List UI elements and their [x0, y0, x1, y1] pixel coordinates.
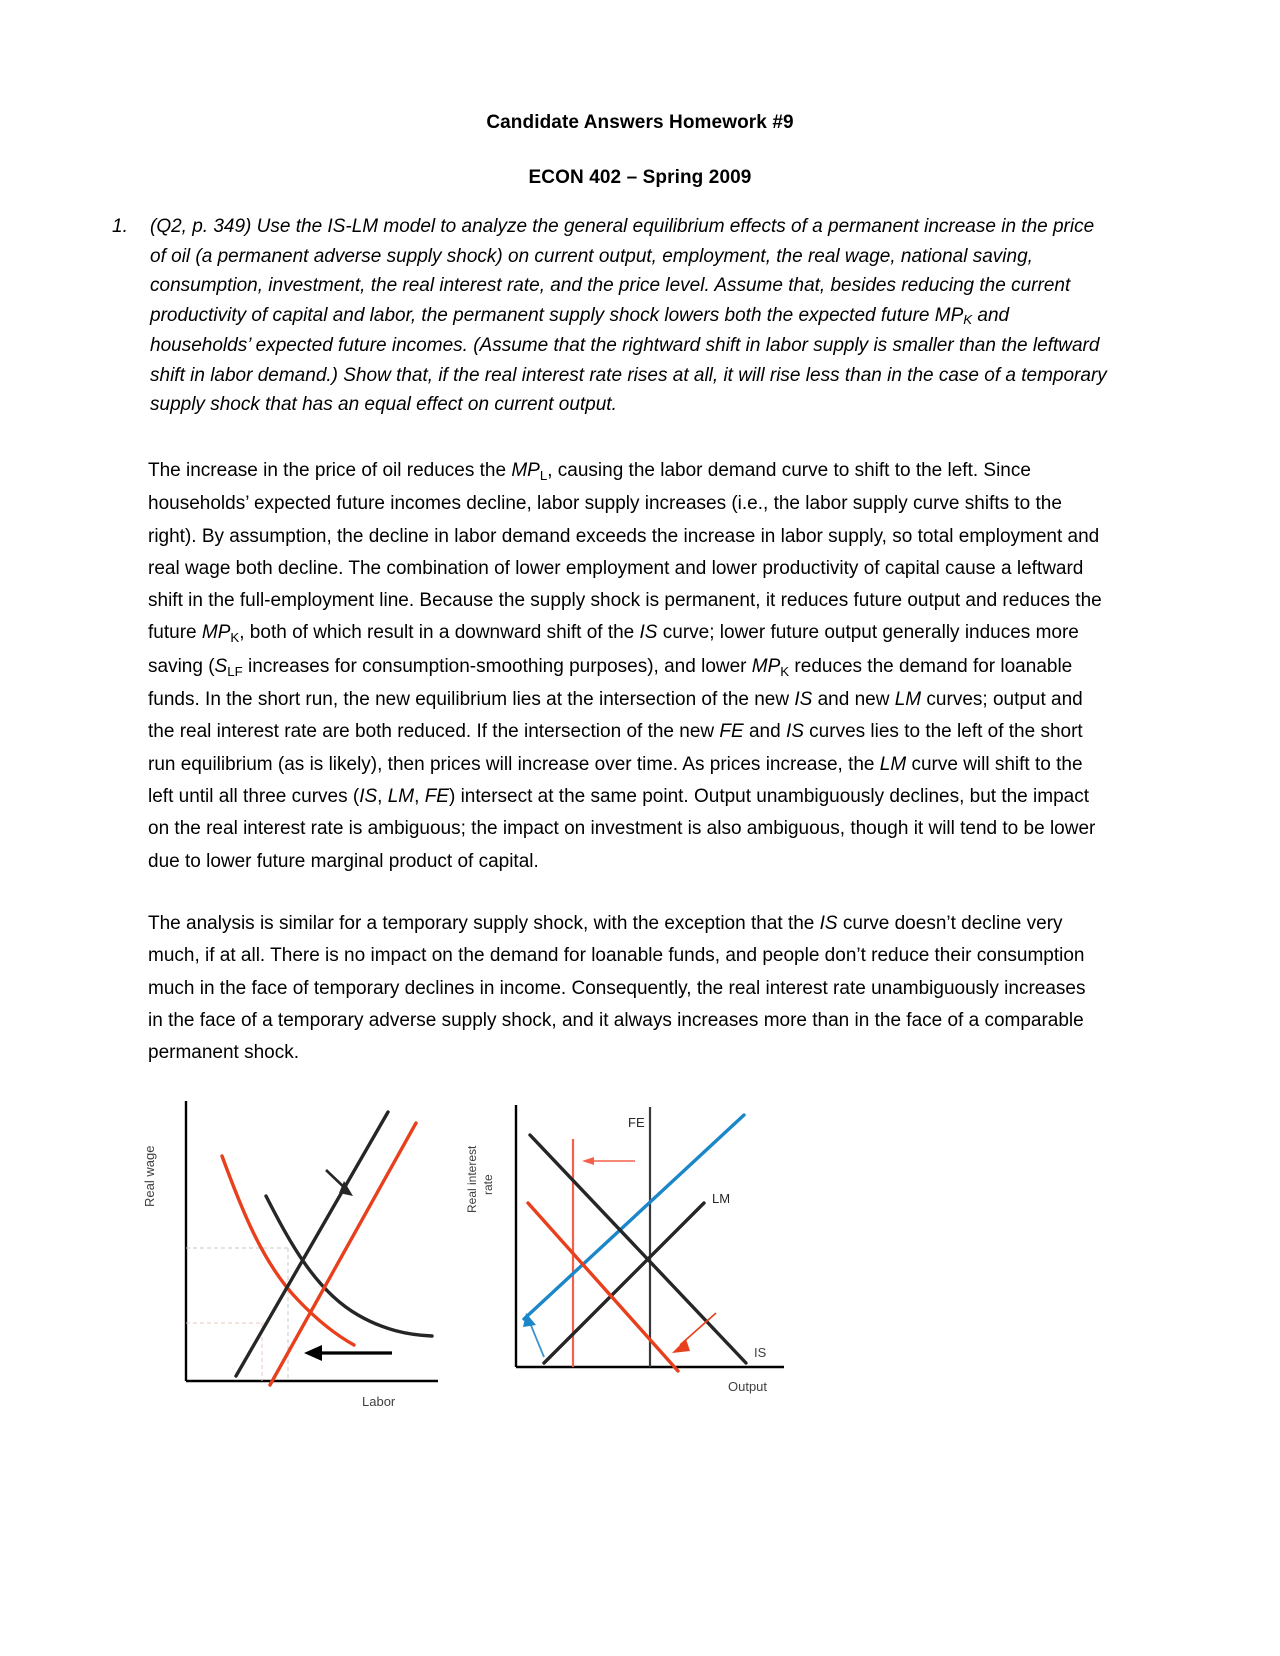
labor-supply-new-curve	[270, 1123, 416, 1385]
p1-seg-7: and new	[812, 689, 895, 711]
p1-seg-6: reduces the demand for loanable funds. In the short run, the new equilibrium lies at the intersection of the new	[148, 655, 1073, 711]
islm-y-axis-label-line1: Real interest	[465, 1145, 479, 1213]
p1-seg-10: curves lies to the left of the short run equilibrium (as is likely), then prices will increase over time. As prices increase, the	[148, 721, 1083, 775]
is-symbol-4: IS	[359, 785, 378, 807]
is-symbol-5: IS	[819, 913, 838, 934]
is-symbol-3: IS	[785, 721, 804, 743]
lm-label: LM	[712, 1191, 731, 1206]
labor-market-figure	[140, 1095, 460, 1425]
mpk-subscript-3: K	[780, 663, 790, 679]
lm-shift-arrow	[523, 1313, 544, 1357]
figures-row	[0, 1095, 1280, 1425]
is-line-new	[528, 1203, 678, 1371]
labor-y-axis-label: Real wage	[142, 1145, 157, 1207]
mpk-symbol-3: MP	[751, 655, 781, 677]
lm-symbol-2: LM	[879, 753, 907, 775]
mpk-subscript-2: K	[230, 630, 240, 646]
fe-symbol-2: FE	[424, 785, 449, 807]
labor-x-axis-label: Labor	[362, 1394, 396, 1409]
lm-symbol-3: LM	[387, 785, 415, 807]
p1-seg-4: curve; lower future output generally induces more saving (	[148, 622, 1079, 677]
slf-subscript: LF	[227, 663, 243, 679]
mpk-symbol: MP	[934, 304, 964, 326]
is-symbol-2: IS	[794, 689, 813, 711]
mpk-symbol-2: MP	[201, 622, 231, 644]
lm-line-new	[524, 1115, 744, 1319]
p2-seg-1: The analysis is similar for a temporary supply shock, with the exception that the	[148, 913, 820, 934]
question-number: 1.	[112, 216, 128, 237]
labor-demand-shift-arrow	[304, 1345, 392, 1361]
p1-seg-11: curve will shift to the left until all three curves (	[148, 753, 1083, 807]
p1-seg-2: , causing the labor demand curve to shift to the left. Since households’ expected future incomes decline, labor supply increases (i.e., the labor supply curve shifts to the right). By assumption, the decline in labor demand exceeds the increase in labor supply, so total employment and real wage both decline. The combination of lower employment and lower productivity of capital cause a leftward shift in the full-employment line. Because the supply shock is permanent, it reduces future output and reduces the future	[148, 460, 1102, 644]
is-shift-arrow	[672, 1313, 716, 1353]
islm-y-axis-label-line2: rate	[481, 1174, 495, 1195]
slf-symbol: S	[214, 655, 228, 677]
document-title-line-2: ECON 402 – Spring 2009	[528, 167, 752, 188]
question-text-part-2: and households’ expected future incomes. (Assume that the rightward shift in labor supply is smaller than the leftward shift in labor demand.) Show that, if the real interest rate rises at all, it will rise less than in the case of a temporary supply shock that has an equal effect on current output.	[150, 304, 1107, 415]
p1-seg-14: ) intersect at the same point. Output unambiguously declines, but the impact on the real interest rate is ambiguous; the impact on investment is also ambiguous, though it will tend to be lower due to lower future marginal product of capital.	[148, 785, 1096, 872]
p1-seg-13: ,	[414, 785, 425, 807]
islm-x-axis-label: Output	[728, 1379, 768, 1394]
mpl-subscript: L	[539, 467, 548, 483]
p1-seg-8: curves; output and the real interest rate are both reduced. If the intersection of the new	[148, 689, 1083, 743]
answer-paragraph-1	[148, 455, 1103, 878]
fe-symbol-1: FE	[719, 721, 744, 743]
is-symbol-1: IS	[639, 622, 658, 644]
question-block	[112, 212, 1112, 420]
labor-demand-original-curve	[266, 1196, 432, 1336]
p2-seg-2: curve doesn’t decline very much, if at all. There is no impact on the demand for loanable funds, and people don’t reduce their consumption much in the face of temporary declines in income. Consequently, the real interest rate unambiguously increases in the face of a temporary adverse supply shock, and it always increases more than in the face of a comparable permanent shock.	[148, 913, 1086, 1064]
is-line-original	[530, 1135, 746, 1363]
question-text	[150, 212, 1112, 420]
p1-seg-5: increases for consumption-smoothing purposes), and lower	[242, 655, 752, 677]
p1-seg-9: and	[743, 721, 786, 743]
mpk-subscript: K	[963, 312, 973, 328]
mpl-symbol: MP	[511, 460, 540, 481]
document-title-line-1: Candidate Answers Homework #9	[486, 112, 794, 133]
lm-symbol-1: LM	[894, 689, 922, 711]
fe-label: FE	[628, 1115, 645, 1130]
answer-paragraph-2	[148, 908, 1103, 1069]
p1-seg-3: , both of which result in a downward shift of the	[239, 622, 640, 644]
p1-seg-12: ,	[377, 785, 388, 807]
fe-shift-arrow	[582, 1157, 635, 1165]
is-label: IS	[754, 1345, 767, 1360]
p1-seg-1: The increase in the price of oil reduces the	[148, 460, 512, 481]
is-lm-figure	[460, 1095, 840, 1425]
question-text-part-1: (Q2, p. 349) Use the IS-LM model to analyze the general equilibrium effects of a permanent increase in the price of oil (a permanent adverse supply shock) on current output, employment, the real wage, national saving, consumption, investment, the real interest rate, and the price level. Assume that, besides reducing the current productivity of capital and labor, the permanent supply shock lowers both the expected future	[150, 216, 1095, 326]
